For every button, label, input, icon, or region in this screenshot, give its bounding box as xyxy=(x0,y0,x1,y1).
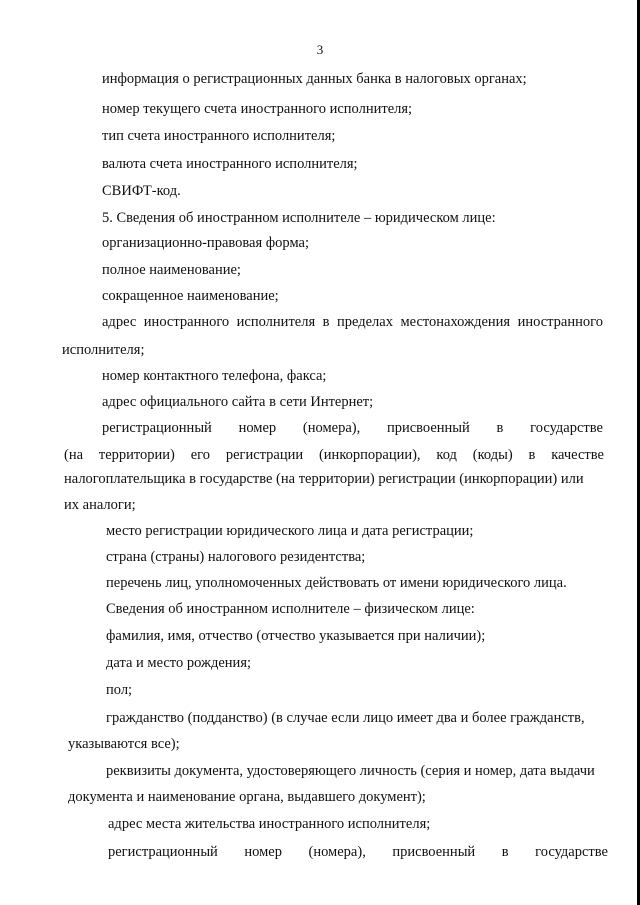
text-line: Сведения об иностранном исполнителе – физическом лице: xyxy=(106,601,475,617)
text-line: страна (страны) налогового резидентства; xyxy=(106,549,366,565)
text-line: сокращенное наименование; xyxy=(102,288,279,304)
text-word: присвоенный xyxy=(386,420,470,436)
text-line: 5. Сведения об иностранном исполнителе – юридическом лице: xyxy=(102,210,496,226)
text-word: его xyxy=(190,447,210,463)
text-line: адрес официального сайта в сети Интернет; xyxy=(102,394,374,410)
text-word: адрес xyxy=(102,314,137,330)
text-word: номер xyxy=(238,420,277,436)
text-word: иностранного xyxy=(143,314,230,330)
text-word: (коды) xyxy=(472,447,513,463)
text-word: иностранного xyxy=(517,314,603,330)
text-word: местонахождения xyxy=(400,314,511,330)
text-line: исполнителя; xyxy=(62,342,145,358)
text-line: СВИФТ-код. xyxy=(102,183,181,199)
text-line xyxy=(102,419,603,437)
text-word: территории) xyxy=(98,447,175,463)
text-word: в xyxy=(322,314,330,330)
text-word: регистрации xyxy=(225,447,304,463)
text-line: пол; xyxy=(106,682,133,698)
text-word: (инкорпорации), xyxy=(318,447,421,463)
text-word: регистрационный xyxy=(108,844,218,860)
text-line: полное наименование; xyxy=(102,262,241,278)
text-line: документа и наименование органа, выдавшего документ); xyxy=(68,789,426,805)
page-number: 3 xyxy=(316,42,324,57)
text-word: исполнителя xyxy=(236,314,316,330)
text-line: указываются все); xyxy=(68,736,180,752)
text-word: (номера), xyxy=(308,844,366,860)
text-line: место регистрации юридического лица и дата регистрации; xyxy=(106,523,474,539)
text-word: в xyxy=(528,447,536,463)
text-line: реквизиты документа, удостоверяющего личность (серия и номер, дата выдачи xyxy=(106,763,595,779)
text-word: государстве xyxy=(535,844,608,860)
text-line: информация о регистрационных данных банка в налоговых органах; xyxy=(102,71,527,87)
text-line: дата и место рождения; xyxy=(106,655,252,671)
text-line: тип счета иностранного исполнителя; xyxy=(102,128,336,144)
text-word: государстве xyxy=(530,420,603,436)
text-word: в xyxy=(501,844,509,860)
text-word: присвоенный xyxy=(392,844,476,860)
text-line: гражданство (подданство) (в случае если лицо имеет два и более гражданств, xyxy=(106,710,585,726)
text-line xyxy=(64,446,604,464)
text-word: регистрационный xyxy=(102,420,212,436)
text-line: валюта счета иностранного исполнителя; xyxy=(102,156,358,172)
text-word: пределах xyxy=(336,314,393,330)
text-word: (номера), xyxy=(302,420,361,436)
text-line: перечень лиц, уполномоченных действовать от имени юридического лица. xyxy=(106,575,567,591)
text-word: в xyxy=(496,420,504,436)
text-word: номер xyxy=(244,844,282,860)
text-line: организационно-правовая форма; xyxy=(102,235,309,251)
text-line xyxy=(108,843,608,861)
text-word: код xyxy=(436,447,457,463)
text-word: (на xyxy=(64,447,84,463)
text-line: налогоплательщика в государстве (на территории) регистрации (инкорпорации) или xyxy=(64,471,584,487)
text-word: качестве xyxy=(551,447,604,463)
text-line: фамилия, имя, отчество (отчество указывается при наличии); xyxy=(106,628,486,644)
text-line: номер контактного телефона, факса; xyxy=(102,368,327,384)
text-line: их аналоги; xyxy=(64,497,136,513)
text-line xyxy=(102,313,603,331)
text-line: номер текущего счета иностранного исполнителя; xyxy=(102,101,413,117)
text-line: адрес места жительства иностранного исполнителя; xyxy=(108,816,431,832)
